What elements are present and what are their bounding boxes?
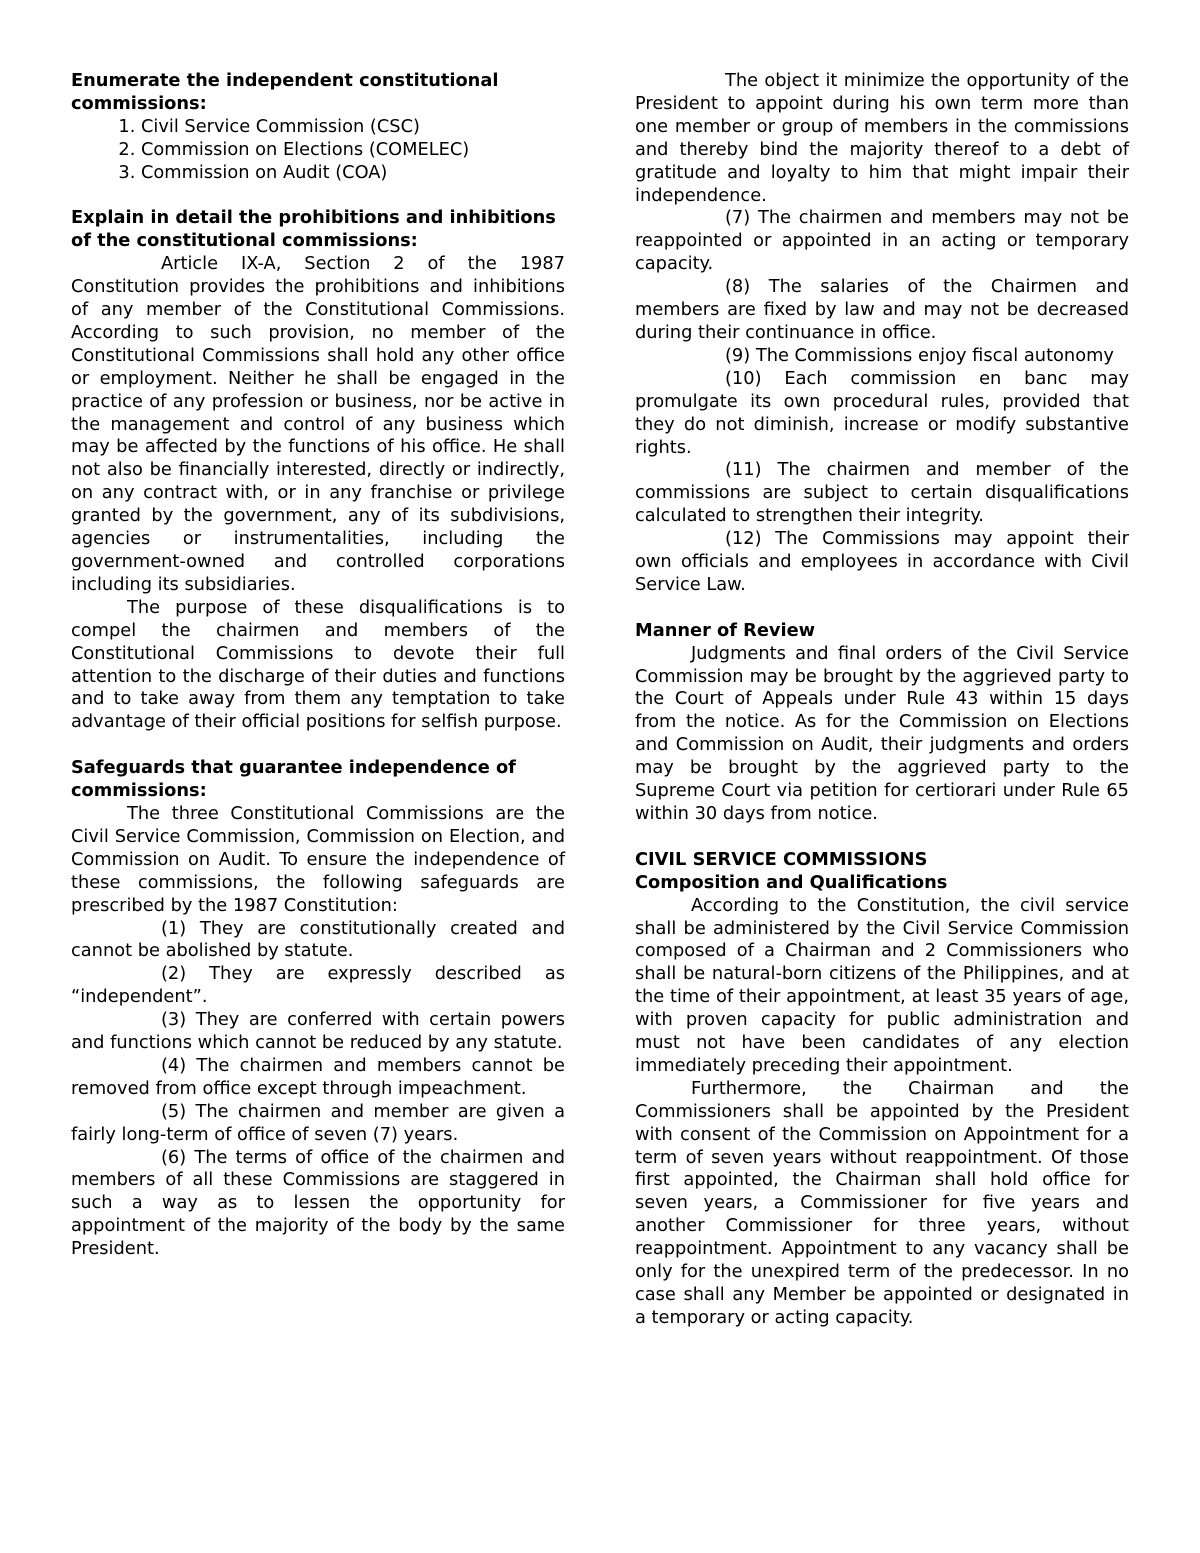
- safeguard-item: (7) The chairmen and members may not be reappointed or appointed in an acting or temporary capacity.: [635, 207, 1129, 275]
- safeguards-intro: The three Constitutional Commissions are the Civil Service Commission, Commission on Election, and Commission on Audit. To ensure the independence of these commissions, the following safeguards are prescribed by the 1987 Constitution:: [71, 802, 565, 916]
- list-item: 3. Commission on Audit (COA): [141, 162, 565, 185]
- enumerate-heading: Enumerate the independent constitutional commissions:: [71, 70, 499, 114]
- right-column: [635, 70, 1129, 1330]
- composition-paragraph: According to the Constitution, the civil service shall be administered by the Civil Service Commission composed of a Chairman and 2 Commissioners who shall be natural-born citizens of the Philippines, and at the time of their appointment, at least 35 years of age, with proven capacity for public administration and must not have been candidates of any election immediately preceding their appointment.: [635, 894, 1129, 1076]
- csc-heading: CIVIL SERVICE COMMISSIONS: [635, 848, 928, 870]
- left-column: [71, 70, 565, 1261]
- safeguard-item: (11) The chairmen and member of the commissions are subject to certain disqualifications calculated to strengthen their integrity.: [635, 459, 1129, 527]
- safeguard-item: (2) They are expressly described as “independent”.: [71, 963, 565, 1008]
- safeguard-item: (10) Each commission en banc may promulgate its own procedural rules, provided that they do not diminish, increase or modify substantive rights.: [635, 367, 1129, 458]
- prohibitions-heading: Explain in detail the prohibitions and inhibitions of the constitutional commissions:: [71, 207, 556, 252]
- prohibitions-paragraph: Article IX-A, Section 2 of the 1987 Constitution provides the prohibitions and inhibitions of any member of the Constitutional Commissions. According to such provision, no member of the Constitutional Commissions shall hold any other office or employment. Neither he shall be engaged in the practice of any profession or business, nor be active in the management and control of any business which may be affected by the functions of his office. He shall not also be financially interested, directly or indirectly, on any contract with, or in any franchise or privilege granted by the government, any of its subdivisions, agencies or instrumentalities, including the government-owned and controlled corporations including its subsidiaries.: [71, 253, 565, 595]
- list-item: 2. Commission on Elections (COMELEC): [141, 139, 565, 162]
- purpose-paragraph: The purpose of these disqualifications is to compel the chairmen and members of the Constitutional Commissions to devote their full attention to the discharge of their duties and functions and to take away from them any temptation to take advantage of their official positions for selfish purpose.: [71, 596, 565, 733]
- safeguard-item: (3) They are conferred with certain powers and functions which cannot be reduced by any statute.: [71, 1009, 565, 1054]
- safeguard-item: (6) The terms of office of the chairmen and members of all these Commissions are staggered in such a way as to lessen the opportunity for appointment of the majority of the body by the same President.: [71, 1146, 565, 1260]
- list-item: 1. Civil Service Commission (CSC): [141, 116, 565, 139]
- safeguard-item: (4) The chairmen and members cannot be removed from office except through impeachment.: [71, 1054, 565, 1099]
- commission-list: [71, 116, 565, 185]
- appointment-paragraph: Furthermore, the Chairman and the Commissioners shall be appointed by the President with consent of the Commission on Appointment for a term of seven years without reappointment. Of those first appointed, the Chairman shall hold office for seven years, a Commissioner for five years and another Commissioner for three years, without reappointment. Appointment to any vacancy shall be only for the unexpired term of the predecessor. In no case shall any Member be appointed or designated in a temporary or acting capacity.: [635, 1077, 1129, 1328]
- review-paragraph: Judgments and final orders of the Civil Service Commission may be brought by the aggrieved party to the Court of Appeals under Rule 43 within 15 days from the notice. As for the Commission on Elections and Commission on Audit, their judgments and orders may be brought by the aggrieved party to the Supreme Court via petition for certiorari under Rule 65 within 30 days from notice.: [635, 642, 1129, 824]
- review-heading: Manner of Review: [635, 619, 816, 641]
- safeguard-item: (8) The salaries of the Chairmen and members are fixed by law and may not be decreased during their continuance in office.: [635, 276, 1129, 343]
- safeguard-item: (9) The Commissions enjoy fiscal autonomy: [725, 344, 1114, 366]
- safeguard-item: (5) The chairmen and member are given a fairly long-term of office of seven (7) years.: [71, 1100, 565, 1145]
- safeguard-item: (12) The Commissions may appoint their own officials and employees in accordance with Civil Service Law.: [635, 528, 1129, 595]
- safeguards-heading: Safeguards that guarantee independence of commissions:: [71, 757, 516, 802]
- safeguard-item: (1) They are constitutionally created and cannot be abolished by statute.: [71, 917, 565, 962]
- continuation-paragraph: The object it minimize the opportunity of the President to appoint during his own term more than one member or group of members in the commissions and thereby bind the majority thereof to a debt of gratitude and loyalty to him that might impair their independence.: [635, 70, 1129, 206]
- composition-subheading: Composition and Qualifications: [635, 871, 948, 893]
